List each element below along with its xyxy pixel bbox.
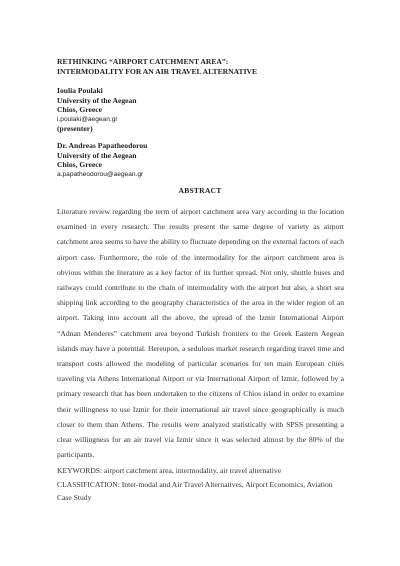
author-block-2 — [57, 141, 317, 179]
title-line-1: RETHINKING “AIRPORT CATCHMENT AREA”: — [57, 57, 229, 66]
author-affiliation: University of the Aegean — [57, 150, 137, 160]
classification-line: CLASSIFICATION: Inter-modal and Air Travel Alternatives, Airport Economics, Aviation Case Study — [57, 479, 333, 502]
author-email: i.poulaki@aegean.gr — [57, 115, 118, 123]
author-affiliation: University of the Aegean — [57, 95, 137, 105]
author-block-1 — [57, 86, 317, 134]
keywords-section — [57, 464, 344, 505]
author-name: Ioulia Poulaki — [57, 86, 103, 95]
author-note: (presenter) — [57, 124, 93, 134]
author-location: Chios, Greece — [57, 160, 102, 170]
author-email: a.papatheodorou@aegean.gr — [57, 170, 144, 178]
title-line-2: INTERMODALITY FOR AN AIR TRAVEL ALTERNATIVE — [57, 67, 258, 76]
keywords-line: KEYWORDS: airport catchment area, intermodality, air travel alternative — [57, 466, 282, 475]
author-location: Chios, Greece — [57, 105, 102, 115]
author-name: Dr. Andreas Papatheodorou — [57, 141, 148, 150]
paper-title — [57, 57, 357, 77]
abstract-heading: ABSTRACT — [178, 186, 222, 195]
abstract-text: Literature review regarding the term of airport catchment area vary according to the location examined in every research. The results present the same degree of variety as airport catchment area seems to have the ability to fluctuate depending on the external factors of each airport case. Furthermore, the role of the intermodality for the airport catchment area is obvious within the literature as a key factor of its further spread. Not only, shuttle buses and railways could contribute to the chain of intermodality with the airport but also, a short sea shipping link according to the geography characteristics of the area in the wider region of an airport. Taking into account all the above, the spread of the Izmir International Airport “Adnan Menderes” catchment area beyond Turkish frontiers to the Greek Eastern Aegean islands may have a potential. Hereupon, a sedulous market research regarding travel time and transport costs allowed the modeling of particular scenarios for ten main European cities traveling via Athens International Airport or via International Airport of Izmir, followed by a primary research that has been undertaken to the citizens of Chios island in order to examine their willingness to use Izmir for their international air travel since geographically is much closer to them than Athens. The results were analyzed statistically with SPSS presenting a clear willingness for an air travel via Izmir since it was selected almost by the 80% of the participants. — [57, 207, 344, 460]
